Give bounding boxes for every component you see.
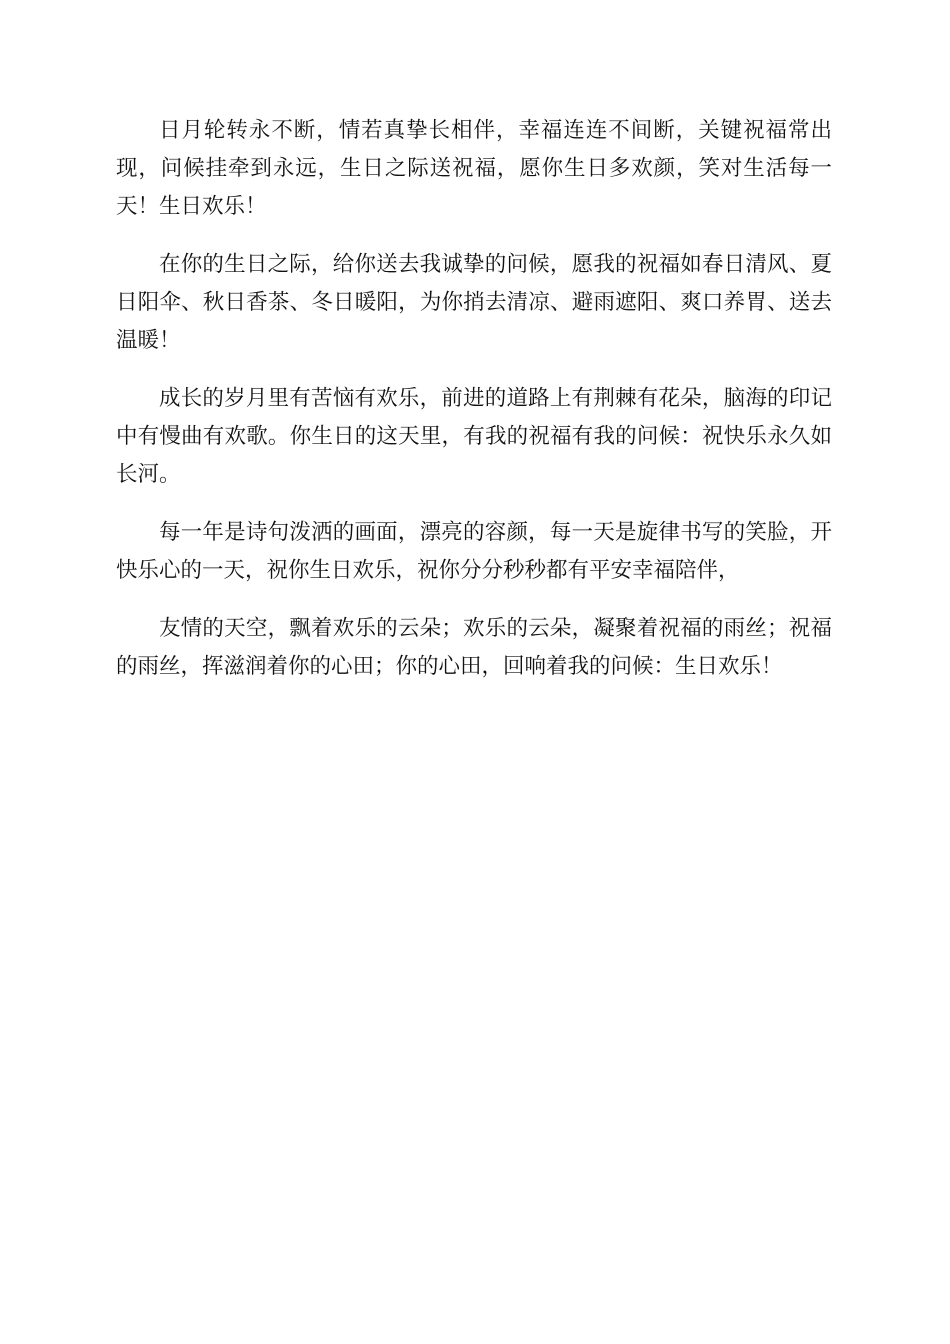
paragraph-1: 日月轮转永不断，情若真挚长相伴，幸福连连不间断，关键祝福常出现，问候挂牵到永远，生日之际送祝福，愿你生日多欢颜，笑对生活每一天！生日欢乐！ [116,118,832,219]
paragraph-2: 在你的生日之际，给你送去我诚挚的问候，愿我的祝福如春日清风、夏日阳伞、秋日香茶、冬日暖阳，为你捎去清凉、避雨遮阳、爽口养胃、送去温暖！ [116,252,832,353]
paragraph-5: 友情的天空，飘着欢乐的云朵；欢乐的云朵，凝聚着祝福的雨丝；祝福的雨丝，挥滋润着你的心田；你的心田，回响着我的问候：生日欢乐！ [116,616,832,679]
document-body [116,112,832,706]
paragraph-4: 每一年是诗句泼洒的画面，漂亮的容颜，每一天是旋律书写的笑脸，开快乐心的一天，祝你生日欢乐，祝你分分秒秒都有平安幸福陪伴， [116,520,832,583]
paragraph-3: 成长的岁月里有苦恼有欢乐，前进的道路上有荆棘有花朵，脑海的印记中有慢曲有欢歌。你生日的这天里，有我的祝福有我的问候：祝快乐永久如长河。 [116,386,832,487]
